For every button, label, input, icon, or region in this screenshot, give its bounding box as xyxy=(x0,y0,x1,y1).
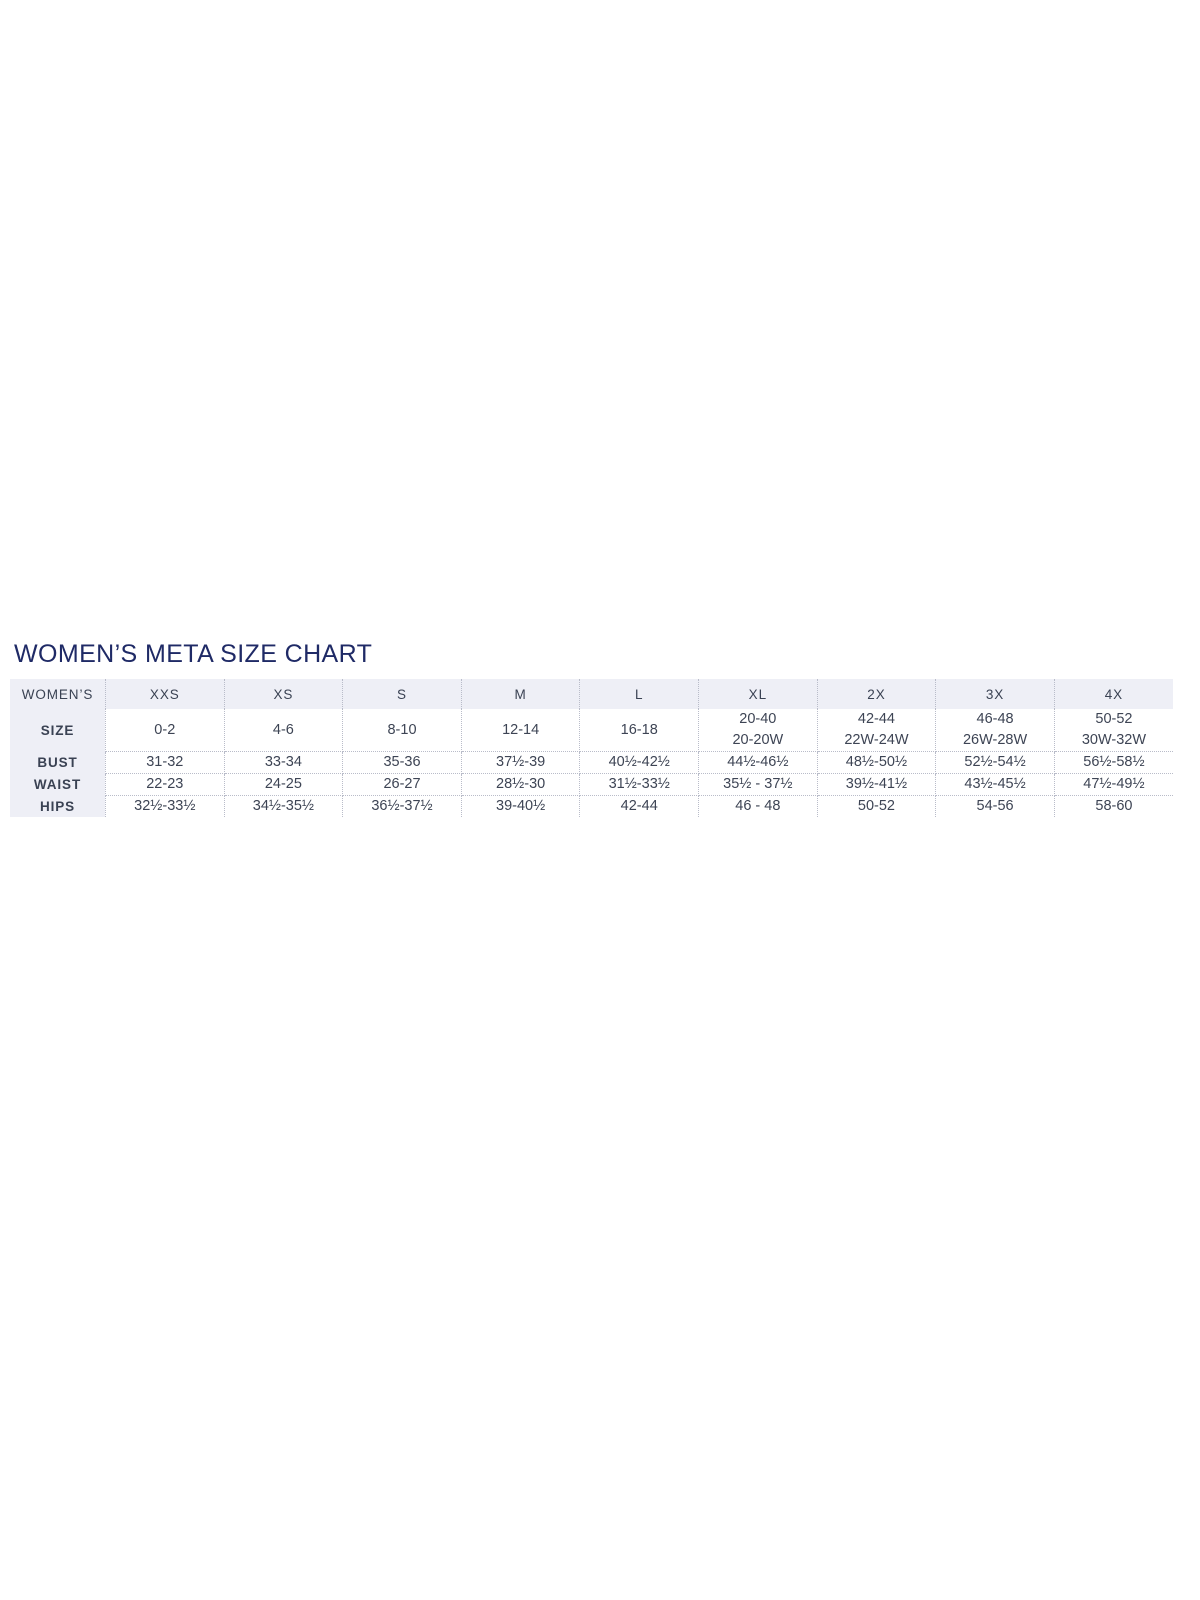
column-header-xl: XL xyxy=(699,679,818,709)
cell-waist-m: 28½-30 xyxy=(461,774,580,796)
cell-size-xs: 4-6 xyxy=(224,709,343,752)
cell-waist-xs: 24-25 xyxy=(224,774,343,796)
column-header-s: S xyxy=(343,679,462,709)
cell-size-m: 12-14 xyxy=(461,709,580,752)
cell-size-l: 16-18 xyxy=(580,709,699,752)
table-corner-header: WOMEN’S xyxy=(10,679,105,709)
size-chart-table xyxy=(10,679,1173,817)
cell-bust-m: 37½-39 xyxy=(461,752,580,774)
cell-hips-xs: 34½-35½ xyxy=(224,796,343,818)
cell-hips-4x: 58-60 xyxy=(1095,798,1133,815)
column-header-xxs: XXS xyxy=(105,679,224,709)
cell-hips-m: 39-40½ xyxy=(461,796,580,818)
cell-size-s: 8-10 xyxy=(343,709,462,752)
cell-waist-4x: 47½-49½ xyxy=(1054,774,1173,796)
cell-hips-s: 36½-37½ xyxy=(343,796,462,818)
cell-size-xxs: 0-2 xyxy=(105,709,224,752)
cell-waist-2x: 39½-41½ xyxy=(817,774,936,796)
cell-bust-3x: 52½-54½ xyxy=(936,752,1055,774)
column-header-xs: XS xyxy=(224,679,343,709)
cell-size-4x: 50-52 30W-32W xyxy=(1054,709,1173,752)
cell-size-xl: 20-40 20-20W xyxy=(699,709,818,752)
cell-hips-xxs: 32½-33½ xyxy=(105,796,224,818)
cell-bust-2x: 48½-50½ xyxy=(817,752,936,774)
table-row xyxy=(10,709,1173,752)
column-header-2x: 2X xyxy=(817,679,936,709)
cell-waist-3x: 43½-45½ xyxy=(936,774,1055,796)
column-header-m: M xyxy=(461,679,580,709)
cell-hips-2x: 50-52 xyxy=(817,796,936,818)
cell-size-3x: 46-48 26W-28W xyxy=(936,709,1055,752)
cell-hips-3x: 54-56 xyxy=(936,796,1055,818)
cell-bust-xxs: 31-32 xyxy=(105,752,224,774)
cell-waist-xxs: 22-23 xyxy=(105,774,224,796)
row-label-waist: WAIST xyxy=(10,774,105,796)
column-header-4x: 4X xyxy=(1054,679,1173,709)
cell-bust-xs: 33-34 xyxy=(224,752,343,774)
page-title: WOMEN’S META SIZE CHART xyxy=(14,640,373,668)
cell-waist-s: 26-27 xyxy=(343,774,462,796)
row-label-bust: BUST xyxy=(10,752,105,774)
column-header-3x: 3X xyxy=(936,679,1055,709)
table-row xyxy=(10,774,1173,796)
cell-waist-l: 31½-33½ xyxy=(580,774,699,796)
column-header-l: L xyxy=(580,679,699,709)
cell-hips-l: 42-44 xyxy=(580,796,699,818)
cell-size-2x: 42-44 22W-24W xyxy=(817,709,936,752)
table-header xyxy=(10,679,1173,709)
table-row xyxy=(10,752,1173,774)
cell-bust-s: 35-36 xyxy=(343,752,462,774)
table-header-row xyxy=(10,679,1173,709)
table-row xyxy=(10,796,1173,818)
row-label-size: SIZE xyxy=(10,709,105,752)
cell-bust-4x: 56½-58½ xyxy=(1054,752,1173,774)
cell-hips-xl: 46 - 48 xyxy=(699,796,818,818)
cell-bust-l: 40½-42½ xyxy=(580,752,699,774)
row-label-hips: HIPS xyxy=(10,796,105,818)
table-body xyxy=(10,709,1173,817)
cell-bust-xl: 44½-46½ xyxy=(699,752,818,774)
size-chart-container xyxy=(10,640,1180,817)
cell-waist-xl: 35½ - 37½ xyxy=(699,774,818,796)
